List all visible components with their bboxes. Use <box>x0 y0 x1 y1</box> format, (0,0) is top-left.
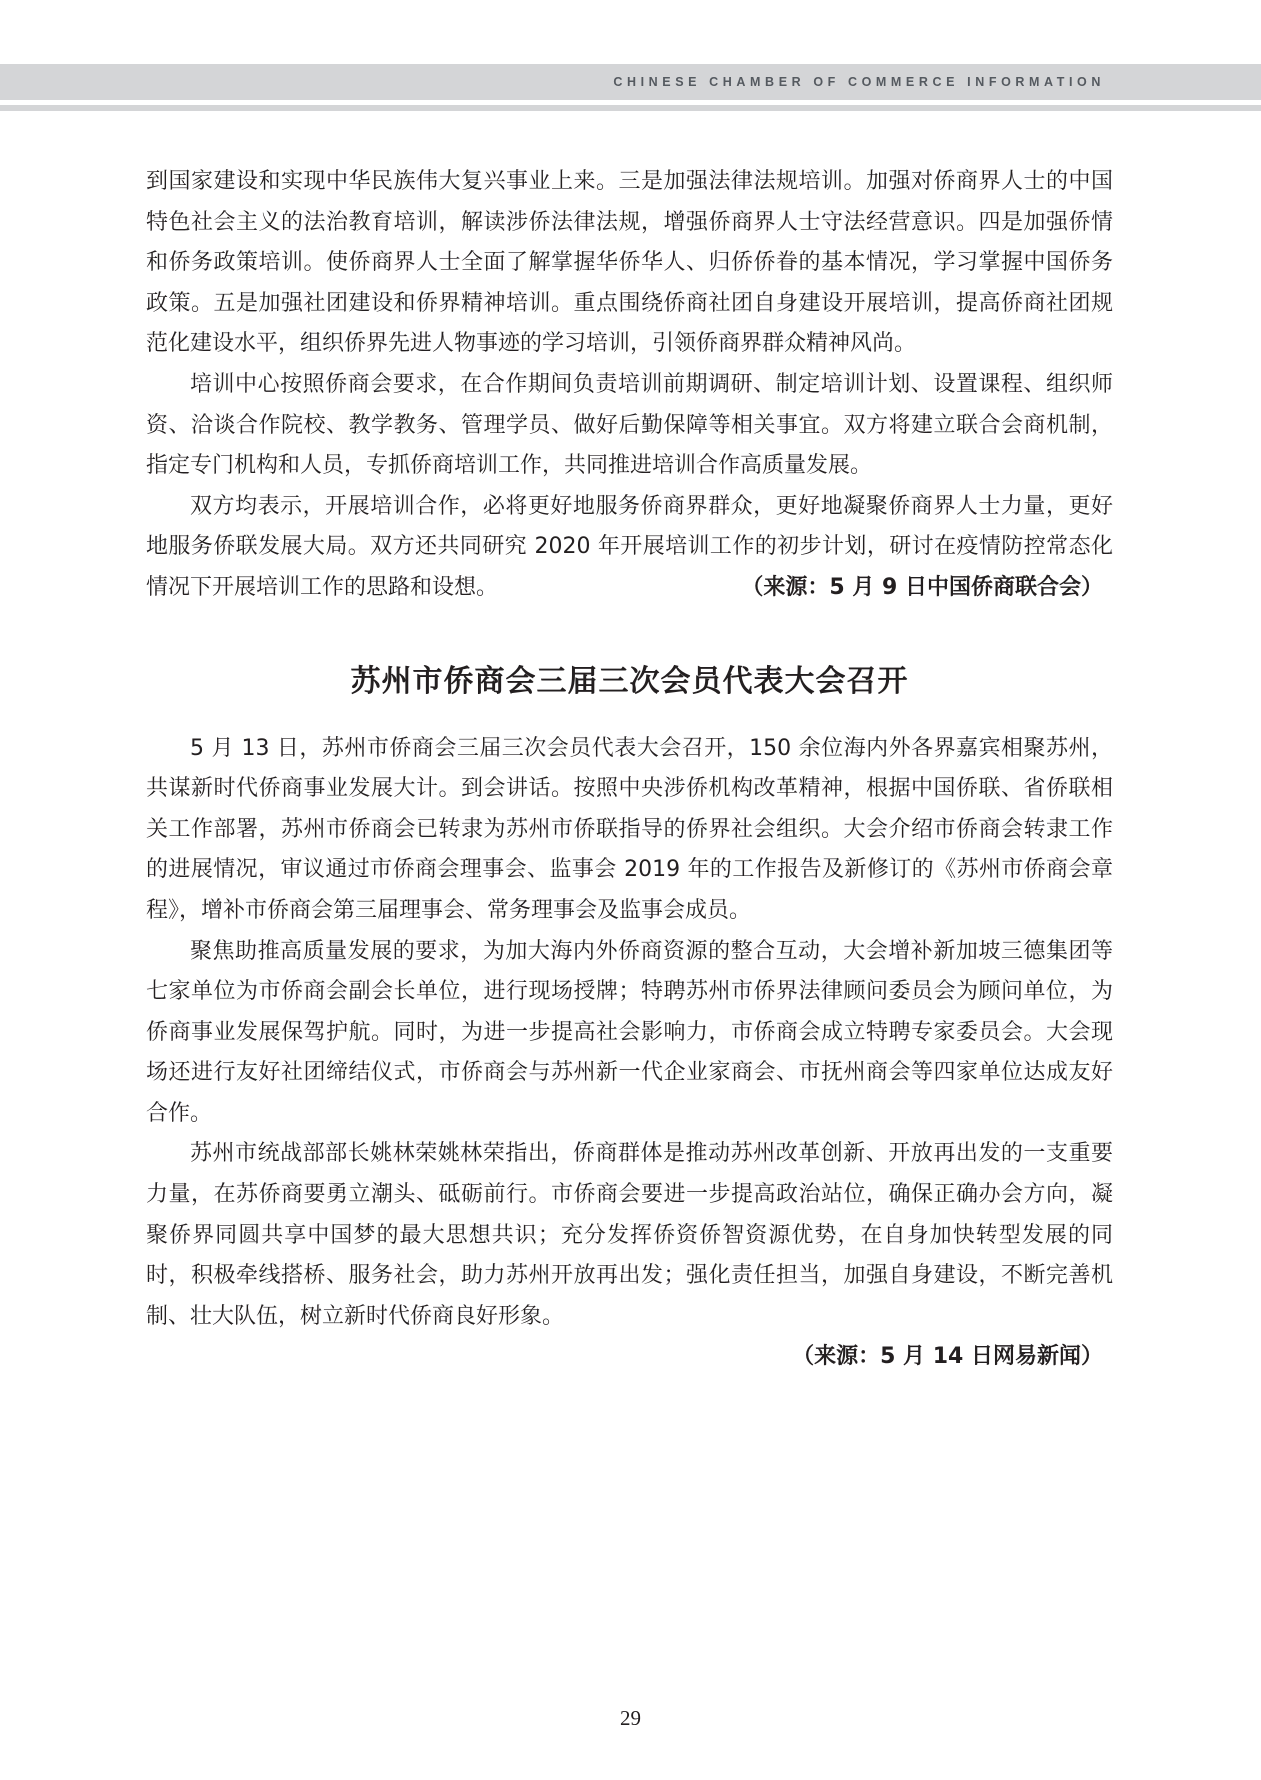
header-rule <box>0 105 1261 111</box>
article1-paragraph-1: 到国家建设和实现中华民族伟大复兴事业上来。三是加强法律法规培训。加强对侨商界人士的中国特色社会主义的法治教育培训，解读涉侨法律法规，增强侨商界人士守法经营意识。四是加强侨情和侨务政策培训。使侨商界人士全面了解掌握华侨华人、归侨侨眷的基本情况，学习掌握中国侨务政策。五是加强社团建设和侨界精神培训。重点围绕侨商社团自身建设开展培训，提高侨商社团规范化建设水平，组织侨界先进人物事迹的学习培训，引领侨商界群众精神风尚。 <box>146 169 1113 357</box>
article1-paragraph-3-text: 双方均表示，开展培训合作，必将更好地服务侨商界群众，更好地凝聚侨商界人士力量，更好地服务侨联发展大局。双方还共同研究 2020 年开展培训工作的初步计划，研讨在疫情防控常态化情况下开展培训工作的思路和设想。 <box>146 493 1113 600</box>
article1-source: （来源：5 月 9 日中国侨商联合会） <box>741 574 1103 600</box>
article1-paragraph-2: 培训中心按照侨商会要求，在合作期间负责培训前期调研、制定培训计划、设置课程、组织师资、洽谈合作院校、教学教务、管理学员、做好后勤保障等相关事宜。双方将建立联合会商机制，指定专门机构和人员，专抓侨商培训工作，共同推进培训合作高质量发展。 <box>146 371 1113 479</box>
article2-paragraph-2: 聚焦助推高质量发展的要求，为加大海内外侨商资源的整合互动，大会增补新加坡三德集团等七家单位为市侨商会副会长单位，进行现场授牌；特聘苏州市侨界法律顾问委员会为顾问单位，为侨商事业发展保驾护航。同时，为进一步提高社会影响力，市侨商会成立特聘专家委员会。大会现场还进行友好社团缔结仪式，市侨商会与苏州新一代企业家商会、市抚州商会等四家单位达成友好合作。 <box>146 938 1113 1126</box>
article1-paragraph-3 <box>146 487 1113 609</box>
page-number: 29 <box>620 1706 641 1730</box>
article2-source: （来源：5 月 14 日网易新闻） <box>792 1344 1103 1370</box>
running-header: CHINESE CHAMBER OF COMMERCE INFORMATION <box>613 75 1105 89</box>
article2-paragraph-3: 苏州市统战部部长姚林荣姚林荣指出，侨商群体是推动苏州改革创新、开放再出发的一支重要力量，在苏侨商要勇立潮头、砥砺前行。市侨商会要进一步提高政治站位，确保正确办会方向，凝聚侨界同圆共享中国梦的最大思想共识；充分发挥侨资侨智资源优势，在自身加快转型发展的同时，积极牵线搭桥、服务社会，助力苏州开放再出发；强化责任担当，加强自身建设，不断完善机制、壮大队伍，树立新时代侨商良好形象。 <box>146 1141 1113 1329</box>
article2-paragraph-1: 5 月 13 日，苏州市侨商会三届三次会员代表大会召开，150 余位海内外各界嘉宾相聚苏州，共谋新时代侨商事业发展大计。到会讲话。按照中央涉侨机构改革精神，根据中国侨联、省侨联相关工作部署，苏州市侨商会已转隶为苏州市侨联指导的侨界社会组织。大会介绍市侨商会转隶工作的进展情况，审议通过市侨商会理事会、监事会 2019 年的工作报告及新修订的《苏州市侨商会章程》，增补市侨商会第三届理事会、常务理事会及监事会成员。 <box>146 735 1113 923</box>
article2-title: 苏州市侨商会三届三次会员代表大会召开 <box>350 663 909 699</box>
page-content <box>146 162 1113 1378</box>
